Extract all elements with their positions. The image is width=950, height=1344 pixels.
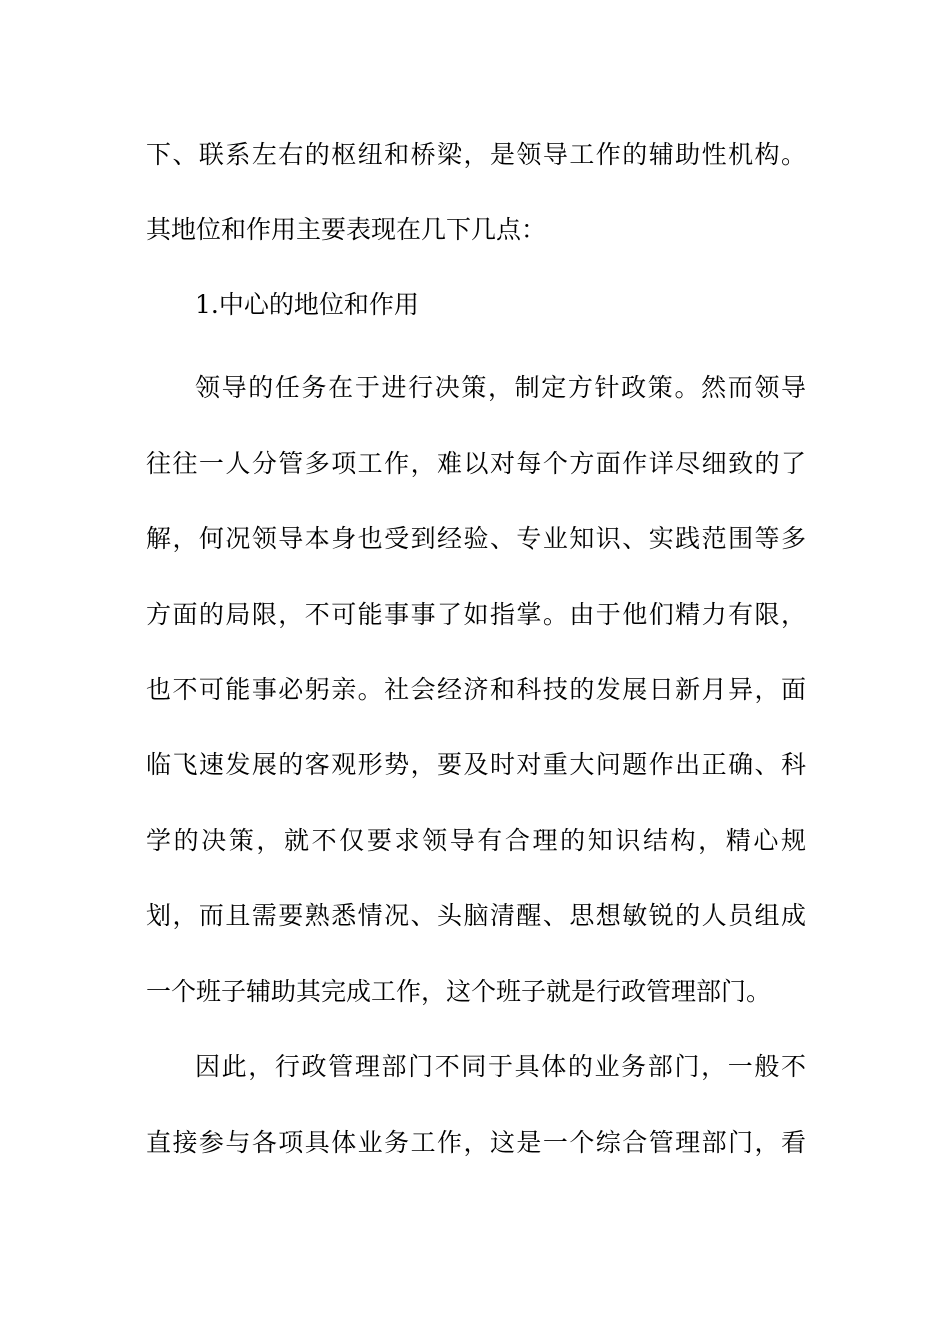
paragraph-line: 划，而且需要熟悉情况、头脑清醒、思想敏锐的人员组成 xyxy=(146,901,806,930)
paragraph-line: 直接参与各项具体业务工作，这是一个综合管理部门，看 xyxy=(146,1128,806,1157)
paragraph-line: 一个班子辅助其完成工作，这个班子就是行政管理部门。 xyxy=(146,977,772,1006)
paragraph-line: 往往一人分管多项工作，难以对每个方面作详尽细致的了 xyxy=(146,449,806,478)
paragraph-line: 其地位和作用主要表现在几下几点： xyxy=(146,215,547,244)
paragraph-line: 也不可能事必躬亲。社会经济和科技的发展日新月异，面 xyxy=(146,675,806,704)
paragraph-line: 临飞速发展的客观形势，要及时对重大问题作出正确、科 xyxy=(146,750,806,779)
paragraph-line: 解，何况领导本身也受到经验、专业知识、实践范围等多 xyxy=(146,524,806,553)
paragraph-line: 下、联系左右的枢纽和桥梁，是领导工作的辅助性机构。 xyxy=(146,140,806,169)
paragraph-line: 领导的任务在于进行决策，制定方针政策。然而领导 xyxy=(195,373,806,402)
paragraph-line: 因此，行政管理部门不同于具体的业务部门，一般不 xyxy=(195,1052,806,1081)
paragraph-line: 方面的局限，不可能事事了如指掌。由于他们精力有限， xyxy=(146,600,806,629)
paragraph-line: 学的决策，就不仅要求领导有合理的知识结构，精心规 xyxy=(146,826,806,855)
section-heading: 1.中心的地位和作用 xyxy=(195,290,419,319)
